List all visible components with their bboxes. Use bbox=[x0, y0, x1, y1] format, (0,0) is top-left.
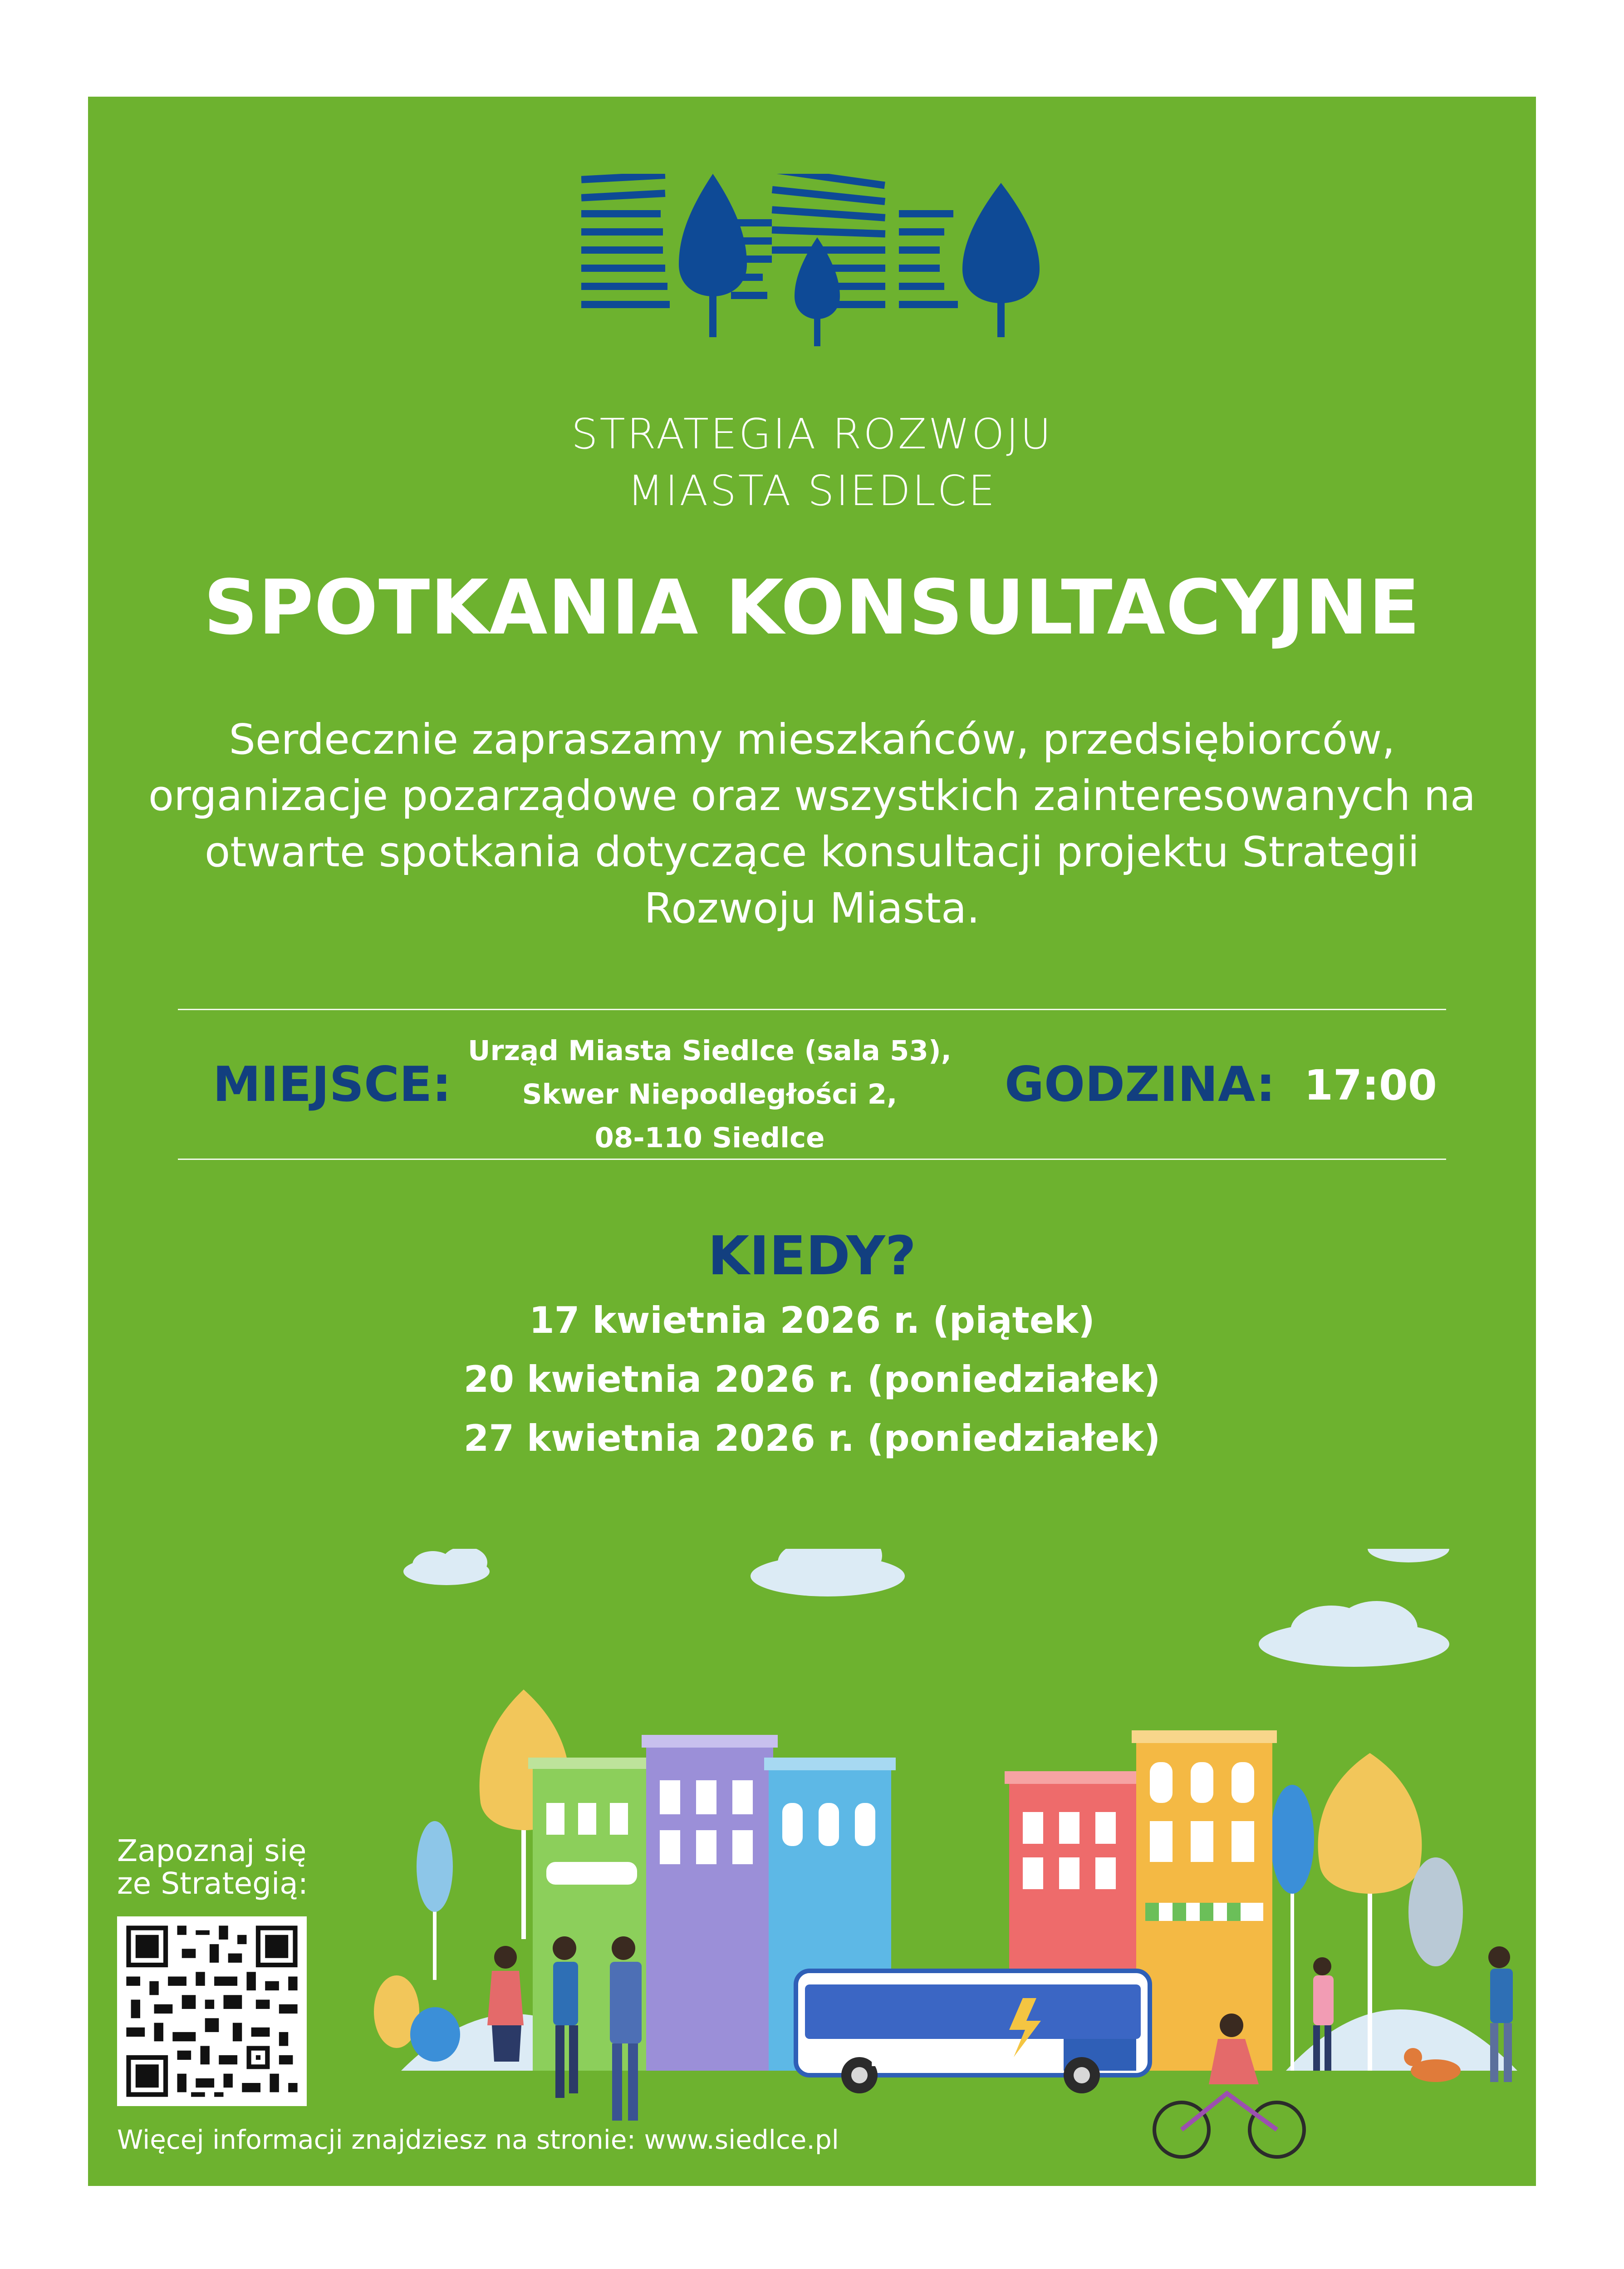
qr-caption bbox=[117, 1835, 308, 1900]
date-1: 17 kwietnia 2026 r. (piątek) bbox=[529, 1299, 1095, 1341]
page-title: SPOTKANIA KONSULTACYJNE bbox=[203, 564, 1421, 652]
place-address bbox=[465, 1029, 955, 1160]
intro-text: Serdecznie zapraszamy mieszkańców, przedsiębiorców, organizacje pozarządowe oraz wszystkich zainteresowanych na otwarte spotkania dotyczące konsultacji projektu Strategii Rozwoju Miasta. bbox=[148, 715, 1476, 933]
qr-code-icon[interactable] bbox=[117, 1916, 307, 2106]
city-trees-logo-icon bbox=[581, 174, 1044, 378]
poster bbox=[88, 97, 1536, 2186]
hour-label: GODZINA: bbox=[1005, 1056, 1276, 1112]
when-heading: KIEDY? bbox=[707, 1224, 917, 1287]
brand-name-line1: STRATEGIA ROZWOJU bbox=[571, 410, 1053, 458]
bus-label: ELECTRIC bbox=[869, 2046, 986, 2072]
address-line-2: Skwer Niepodległości 2, bbox=[522, 1078, 898, 1110]
city-street-illustration bbox=[356, 1549, 1536, 2161]
qr-caption-line1: Zapoznaj się bbox=[117, 1833, 307, 1868]
brand-name-line2: MIASTA SIEDLCE bbox=[627, 467, 997, 515]
place-label: MIEJSCE: bbox=[213, 1056, 451, 1112]
date-2: 20 kwietnia 2026 r. (poniedziałek) bbox=[463, 1358, 1161, 1400]
hour-value: 17:00 bbox=[1304, 1061, 1437, 1110]
qr-caption-line2: ze Strategią: bbox=[117, 1866, 308, 1901]
footer-info: Więcej informacji znajdziesz na stronie: www.siedlce.pl bbox=[117, 2124, 839, 2155]
date-3: 27 kwietnia 2026 r. (poniedziałek) bbox=[463, 1417, 1161, 1459]
address-line-3: 08-110 Siedlce bbox=[594, 1122, 825, 1154]
clouds bbox=[403, 1549, 1449, 1667]
address-line-1: Urząd Miasta Siedlce (sala 53), bbox=[468, 1035, 952, 1067]
divider-bottom bbox=[178, 1159, 1446, 1160]
divider-top bbox=[178, 1009, 1446, 1010]
electric-bus bbox=[796, 1971, 1150, 2093]
